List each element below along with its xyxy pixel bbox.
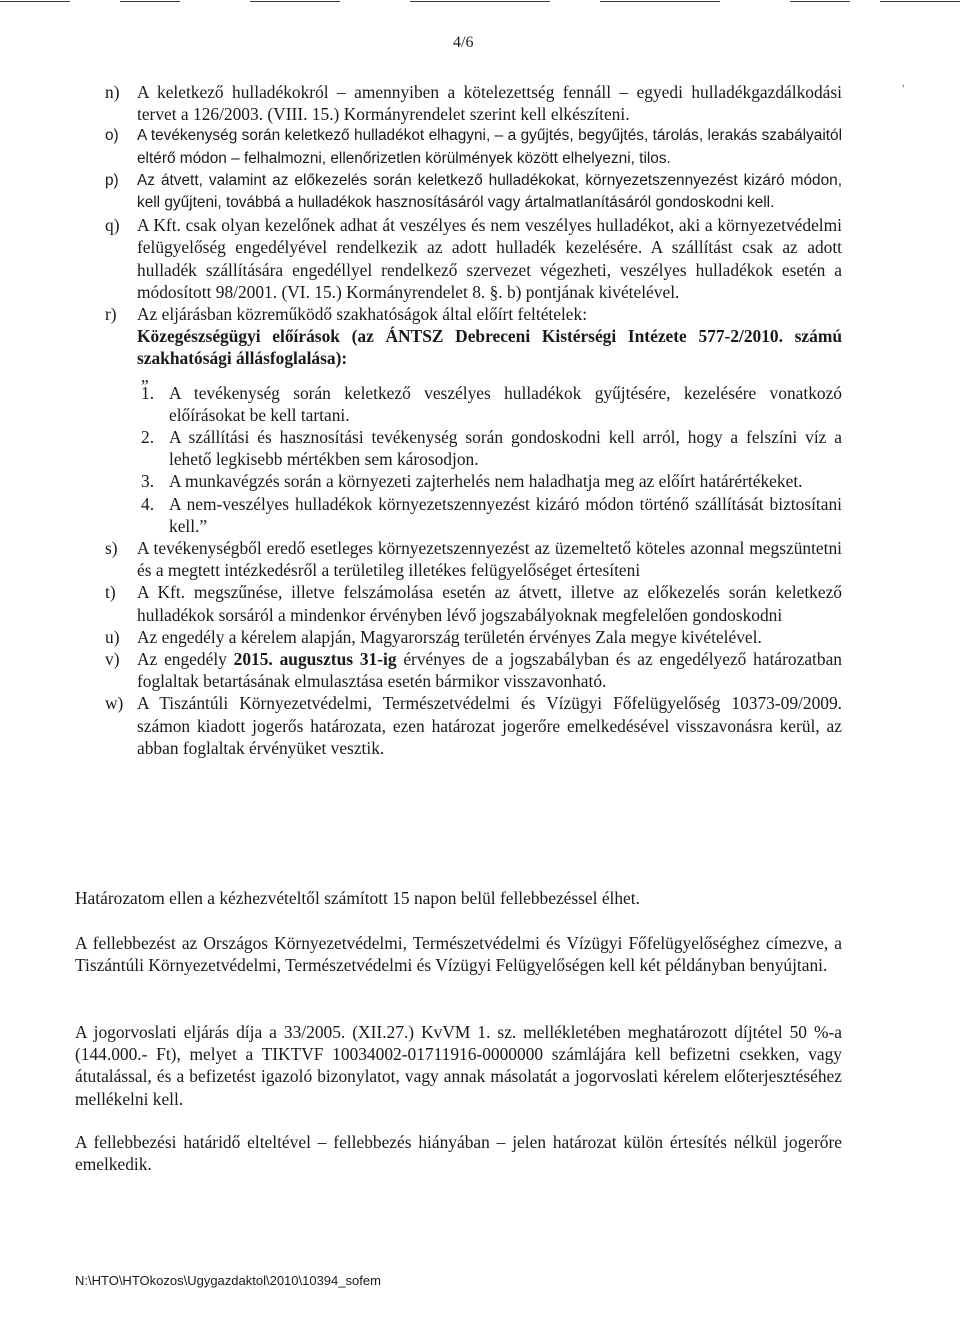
item-marker: n) [105,82,120,102]
finality-paragraph: A fellebbezési határidő elteltével – fellebbezés hiányában – jelen határozat külön értesítés nélkül jogerőre emelkedik. [75,1132,842,1175]
sub-item-text: A munkavégzés során a környezeti zajterhelés nem haladhatja meg az előírt határértékeket. [169,471,803,492]
item-marker: v) [105,649,120,670]
item-marker: p) [105,171,119,189]
list-item-u [105,626,842,648]
list-item-r [105,303,842,537]
appeal-paragraph: Határozatom ellen a kézhezvételtől számított 15 napon belül fellebbezéssel élhet. [75,888,640,908]
validity-text-start: Az engedély [137,649,234,670]
item-text [137,648,842,692]
validity-year: 2015. [233,649,273,670]
scan-speck: , [902,77,905,89]
item-marker: q) [105,215,120,236]
list-item-s [105,537,842,581]
item-text: A tevékenység során keletkező hulladékot elhagyni, – a gyűjtés, begyűjtés, tárolás, lerakás szabályaitól eltérő módon – felhalmozni, ellenőrizetlen körülmények között elhelyezni, tilos. [137,127,842,167]
appeal-address-paragraph: A fellebbezést az Országos Környezetvédelmi, Természetvédelmi és Vízügyi Főfelügyelőséghez címezve, a Tiszántúli Környezetvédelmi, Természetvédelmi és Vízügyi Felügyelőségen kell két példányban benyújtani. [75,933,842,976]
page-number: 4/6 [453,34,474,51]
validity-date: augusztus 31-ig [279,649,397,670]
item-text: A Tiszántúli Környezetvédelmi, Természetvédelmi és Vízügyi Főfelügyelőség 10373-09/2009. számon kiadott jogerős határozata, ezen határozat jogerőre emelkedésével visszavonásra kerül, az abban foglaltak érvényüket vesztik. [137,693,842,758]
list-item-w [105,692,842,759]
sub-item [137,493,842,537]
sub-item-number: 4. [141,493,155,514]
item-marker: t) [105,582,116,603]
item-marker: o) [105,127,119,145]
list-item-q [105,214,842,303]
list-item-o [105,125,842,169]
sub-item-number: 1. [141,382,155,403]
item-text: Az engedély a kérelem alapján, Magyarország területén érvényes Zala megye kivételével. [137,626,762,647]
sub-item [137,470,842,492]
item-marker: u) [105,626,120,647]
item-text: A Kft. csak olyan kezelőnek adhat át veszélyes és nem veszélyes hulladékot, aki a környezetvédelmi felügyelőség engedélyével rendelkezik az adott hulladék kezelésére. A szállítást csak az adott hulladék szállítására engedéllyel rendelkező szervezet végezheti, veszélyes hulladékok esetén a módosított 98/2001. (VI. 15.) Kormányrendelet 8. §. b) pontjának kivételével. [137,215,842,302]
sub-item-number: 2. [141,427,155,448]
item-text: Az átvett, valamint az előkezelés során keletkező hulladékokat, környezetszennyezést kizáró módon, kell gyűjteni, továbbá a hulladékok hasznosításáról vagy ártalmatlanításáról gondoskodni kell. [137,171,842,212]
fee-paragraph: A jogorvoslati eljárás díja a 33/2005. (XII.27.) KvVM 1. sz. mellékletében meghatározott díjtétel 50 %-a (144.000.- Ft), melyet a TIKTVF 10034002-01711916-0000000 számlájára kell befizetni csekken, vagy átutalással, és a befizetést igazoló bizonylatot, vagy annak másolatát a jogorvoslati kérelem előterjesztéséhez mellékelni kell. [75,1022,842,1109]
item-marker: r) [105,304,117,325]
conditions-list [105,81,842,759]
scan-top-edge [0,0,960,3]
health-requirements-heading: Közegészségügyi előírások (az ÁNTSZ Debreceni Kistérségi Intézete 577-2/2010. számú szakhatósági állásfoglalása): [137,326,842,369]
sub-item [137,382,842,426]
item-text: A tevékenységből eredő esetleges környezetszennyezést az üzemeltető köteles azonnal megszüntetni és a megtett intézkedésről a területileg illetékes felügyelőséget értesíteni [137,538,842,581]
opening-quote: „ [141,365,149,386]
list-item-v [105,648,842,692]
sub-item-text: A nem-veszélyes hulladékok környezetszennyezést kizáró módon történő szállítását biztosítani kell.” [169,493,842,536]
item-text: Az eljárásban közreműködő szakhatóságok által előírt feltételek: [137,304,588,325]
sub-item-text: A tevékenység során keletkező veszélyes hulladékok gyűjtésére, kezelésére vonatkozó előírásokat be kell tartani. [169,382,842,425]
sub-item-number: 3. [141,471,155,492]
validity-text-end: érvényes de a jogszabályban és az engedélyező határozatban foglaltak betartásának elmulasztása esetén bármikor visszavonható. [137,649,842,692]
item-text: A Kft. megszűnése, illetve felszámolása esetén az átvett, illetve az előkezelés során keletkező hulladékok sorsáról a mindenkor érvényben lévő jogszabályoknak megfelelően gondoskodni [137,582,842,625]
item-text: A keletkező hulladékokról – amennyiben a kötelezettség fennáll – egyedi hulladékgazdálkodási tervet a 126/2003. (VIII. 15.) Kormányrendelet szerint kell elkészíteni. [137,82,842,125]
list-item-p [105,170,842,214]
sub-item [137,426,842,470]
item-marker: s) [105,538,118,559]
file-path-footer: N:\HTO\HTOkozos\Ugygazdaktol\2010\10394_sofem [75,1273,381,1288]
item-marker: w) [105,693,124,714]
list-item-n [105,81,842,125]
list-item-t [105,581,842,625]
validity-space [273,649,280,669]
sub-item-text: A szállítási és hasznosítási tevékenység során gondoskodni kell arról, hogy a felszíni víz a lehető legkisebb mértékben sem károsodjon. [169,427,842,470]
